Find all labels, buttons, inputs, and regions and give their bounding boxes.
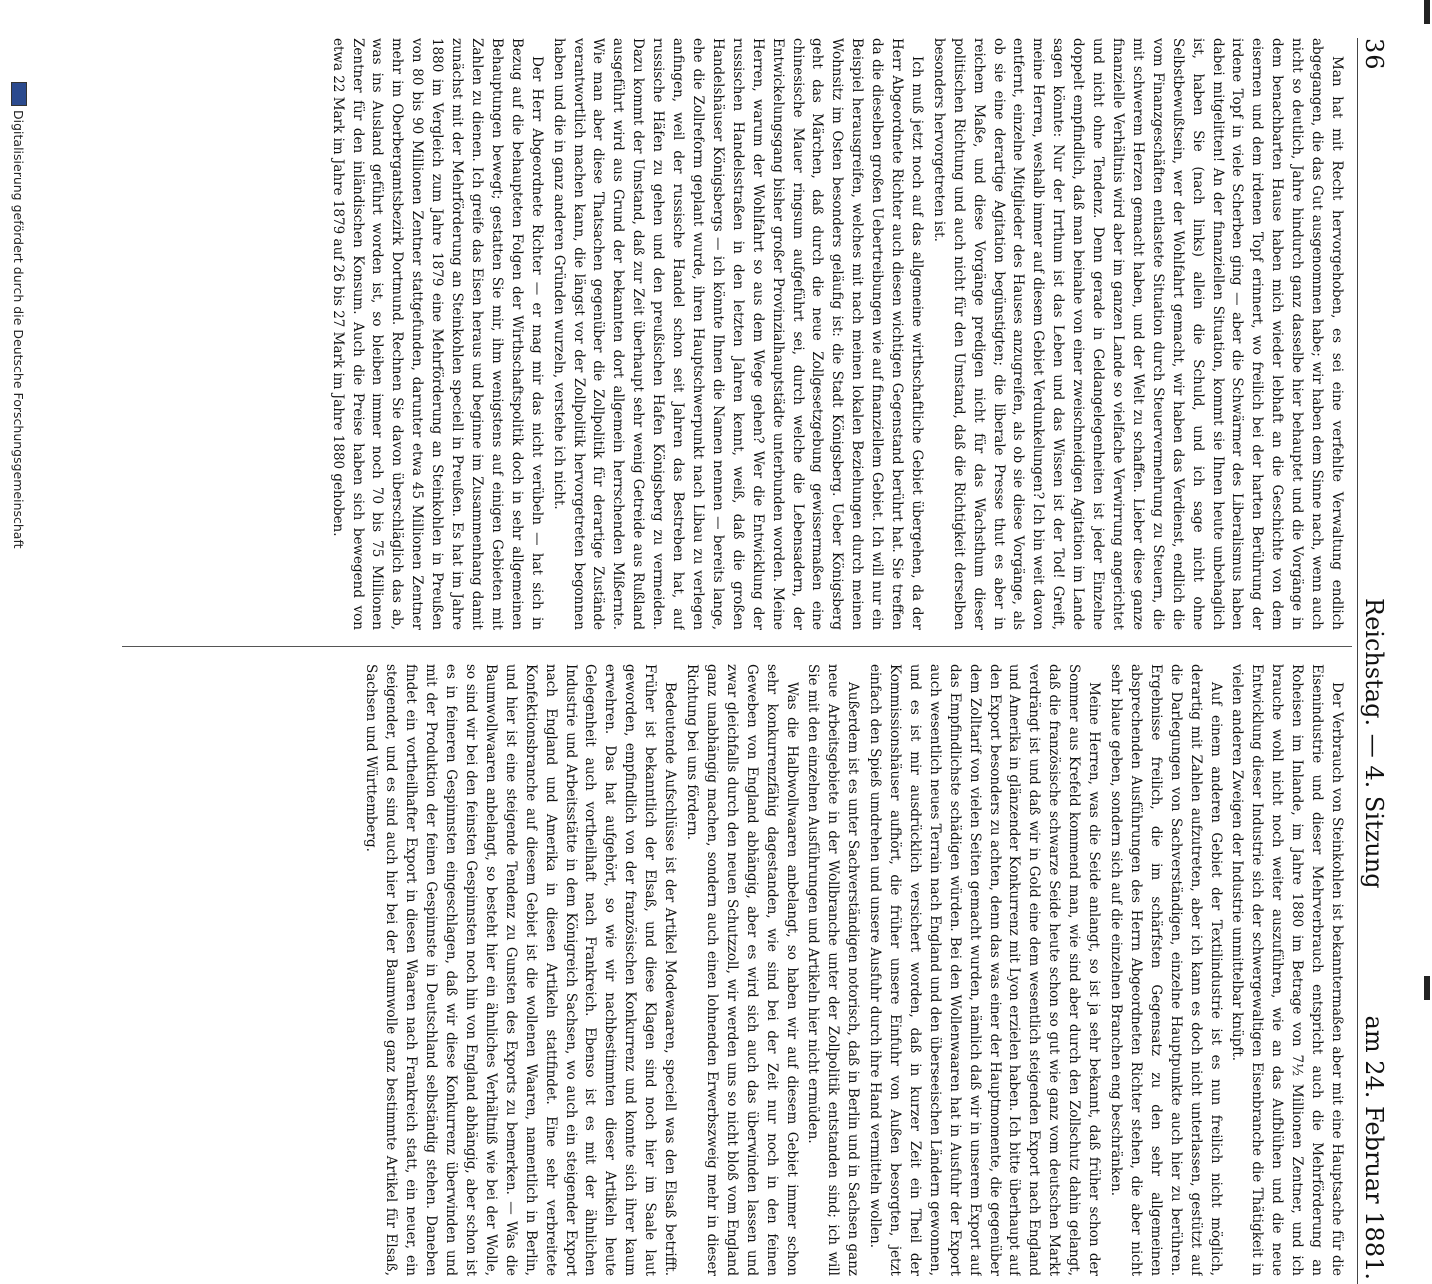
running-header <box>1357 38 1392 1284</box>
column-divider <box>122 646 1352 647</box>
paragraph: Meine Herren, was die Seide anlangt, so ist ja sehr bekannt, daß früher schon der Sommer aus Krefeld kommend man, wie sind aber durch den Zollschutz dahin gelangt, daß die französische schwarze Seide heute schon so gut wie ganz vom deutschen Markt verdrängt ist und daß wir in Gold eine dem wesentlich steigenden Export nach England und Amerika in glänzender Konkurrenz mit Lyon erzielen haben. Ich bitte überhaupt auf den Export besonders zu achten, denn das was einer der Hauptmomente, die gegenüber dem Zolltarif von vielen Seiten gemacht wurden, nämlich daß wir in unserem Export auf das Empfindlichste schädigen würden. Bei den Wollenwaaren hat in Ausfuhr der Export auch wesentlich neues Terrain nach England und den überseeischen Ländern gewonnen, und es ist mir ausdrücklich versichert worden, daß in kurzer Zeit ein Theil der Kommissionshäuser aufhört, die früher unsere Einfuhr von Außen besorgten, jetzt einfach den Spieß umdrehen und unsere Ausfuhr durch ihre Hand vermitteln wollen. <box>867 664 1103 1276</box>
paragraph: Ich muß jetzt noch auf das allgemeine wirthschaftliche Gebiet übergehen, da der Herr Abgeordnete Richter auch diesen wichtigen Gegenstand berührt hat. Sie treffen da die dieselben großen Uebertreibungen wie auf finanziellem Gebiet. Ich will nur ein Beispiel herausgreifen, welches mit nach meinen lokalen Beziehungen durch meinen Wohnsitz im Osten besonders geläufig ist: die Stadt Königsberg. Ueber Königsberg geht das Märchen, daß durch die neue Zollgesetzgebung gewissermaßen eine chinesische Mauer ringsum aufgeführt sei, durch welche die Lebensadern, der Entwickelungsgang bisher großer Provinzialhauptstädte unterbunden worden. Meine Herren, warum der Wohlfahrt so aus dem Wege gehen? Wer die Entwicklung der russischen Handelsstraßen in den letzten Jahren kennt, weiß, daß die großen Handelshäuser Königsbergs — ich könnte Ihnen die Namen nennen — bereits lange, ehe die Zollreform geplant wurde, ihren Hauptschwerpunkt nach Libau zu verlegen anfingen, weil der russische Handel schon seit Jahren das Bestreben hat, auf russische Häfen zu gehen und den preußischen Hafen Königsberg zu vermeiden. Dazu kommt der Umstand, daß zur Zeit überhaupt sehr wenig Getreide aus Rußland ausgeführt wird aus Grund der bekannten dort allgemein herrschenden Mißernte. Wie man aber diese Thatsachen gegenüber die Zollpolitik für derartige Zustände verantwortlich machen kann, die längst vor der Zollpolitik hervorgetreten begonnen haben und die in ganz anderen Gründen wurzeln, verstehe ich nicht. <box>550 38 925 630</box>
dfg-logo-icon <box>11 82 27 106</box>
scan-edge-mark <box>1424 0 1430 24</box>
text-column-right <box>106 664 1346 1276</box>
paragraph: Bedeutende Aufschlüsse ist der Artikel Modewaaren, speciell was den Elsaß betrifft. Früher ist bekanntlich der Elsaß, und diese Klagen sind noch hier im Saale laut geworden, empfindlich von der französischen Konkurrenz und konnte sich ihrer kaum erwehren. Das hat aufgehört, so wie wir nachbestimmten dieser Artikeln heute Gelegenheit auch vortheilhaft nach Frankreich. Ebenso ist es mit der ähnlichen Industrie und Arbeitsstätte in dem Königreich Sachsen, wo auch ein steigender Export nach England und Amerika in diesen Artikeln stattfindet. Eine sehr verbreitete Konfektionsbranche auf diesem Gebiet ist die wollenen Waaren, namentlich in Berlin, und hier ist eine steigende Tendenz zu Gunsten des Exports zu bemerken. — Was die Baumwollwaaren anbelangt, so besteht hier ein ähnliches Verhältniß wie bei der Wolle, so sind wir bei den feinsten Gespinnsten noch hin von England abhängig, aber schon ist es in feineren Gespinnsten eingeschlagen, daß wir diese Konkurrenz überwinden und mit der Produktion der feinen Gespinnste in Deutschland selbständig stehen. Daneben findet ein vortheilhafter Export in diesen Waaren nach Frankreich statt, ein neuer, ein steigender, und es sind auch hier bei der Baumwolle ganz bestimmte Artikel für Elsaß, Sachsen und Württemberg. <box>363 664 679 1276</box>
paragraph: Auf einem anderen Gebiet der Textilindustrie ist es nun freilich nicht möglich, derartig mit Zahlen aufzutreten, aber ich kann es doch nicht unterlassen, gestützt auf die Darlegungen von Sachverständigen, einzelne Hauptpunkte auch hier zu berühren. Ergebnisse freilich, die im schärfsten Gegensatz zu den sehr allgemeinen absprechenden Ausführungen des Herrn Abgeordneten Richter stehen, die aber nicht sehr blaue geben, sondern sich auf die einzelnen Branchen eng beschränken. <box>1108 664 1224 1276</box>
running-date: am 24. Februar 1881. <box>1360 1015 1388 1280</box>
running-title: Reichstag. — 4. Sitzung <box>1360 598 1388 889</box>
text-column-left <box>96 38 1346 630</box>
paragraph: Was die Halbwollwaaren anbelangt, so haben wir auf diesem Gebiet immer schon sehr konkurrenzfähig dagestanden, wie sind bei der Zeit nur noch in den feinen Geweben von England abhängig, aber es wird sich auch das überwinden lassen und zwar gleichfalls durch den neuen Schutzzoll, wir werden uns so nicht bloß vom England ganz unabhängig machen, sondern auch einen lohnenden Erwerbszweig mehr in dieser Richtung bei uns fördern. <box>684 664 800 1276</box>
paragraph: Außerdem ist es unter Sachverständigen notorisch, daß in Berlin und in Sachsen ganz neue Arbeitsgebiete in der Wollbranche unter der Zollpolitik entstanden sind; ich will Sie mit den einzelnen Ausführungen und Artikeln hier nicht ermüden. <box>805 664 862 1276</box>
paragraph: Der Herr Abgeordnete Richter — er mag mir das nicht verübeln — hat sich in Bezug auf die behaupteten Folgen der Wirthschaftspolitik doch in sehr allgemeinen Behauptungen bewegt; gestatten Sie mir, ihm wenigstens auf einigen Gebieten mit Zahlen zu dienen. Ich greife das Eisen heraus und beginne im Zusammenhang damit zunächst mit der Mehrförderung an Steinkohlen speciell in Preußen. Es hat im Jahre 1880 im Vergleich zum Jahre 1879 eine Mehrförderung an Steinkohlen in Preußen von 80 bis 90 Millionen Zentner stattgefunden, darunter etwa 45 Millionen Zentner mehr im Oberbergamtsbezirk Dortmund. Rechnen Sie davon überschläglich das ab, was ins Ausland geführt worden ist, so bleiben immer noch 70 bis 75 Millionen Zentner für den inländischen Konsum. Auch die Preise haben sich bewegend von etwa 22 Mark im Jahre 1879 auf 26 bis 27 Mark im Jahre 1880 gehoben. <box>329 38 545 630</box>
paragraph: Man hat mit Recht hervorgehoben, es sei eine verfehlte Verwaltung endlich abgegangen, die das Gut ausgenommen habe; wir haben dem Sinne nach, wenn auch nicht so deutlich, Jahre hindurch ganz dasselbe hier behauptet und die Vorgänge in dem benachbarten Hause haben mich wieder lebhaft an die Geschichte von dem eisernen und dem irdenen Topf erinnert, wo freilich bei der harten Berührung der irdene Topf in viele Scherben ging — aber die Schwärmer des Liberalismus haben dabei mitgelitten! An der finanziellen Situation, kommt sie Ihnen heute unbehaglich ist, haben Sie (nach links) allein die Schuld, und ich sage nicht ohne Selbstbewußtsein, wer der Wohlfahrt gemacht, wir haben das Verdienst, endlich die vom Finanzgeschäften entlastete Situation durch Steuervermehrung zu Steuern, die mit schwerem Herzen gemacht haben, und der Welt zu schaffen. Lieber diese ganze finanzielle Verhältnis wird aber im ganzen Lande so vielfache Verwirrung angerichtet und nicht ohne Tendenz. Denn gerade in Geldangelegenheiten ist jeder Einzelne doppelt empfindlich, daß man beinahe von einer zweischneidigen Agitation im Lande sagen könnte: Nur der Irrthum ist das Leben und das Wissen ist der Tod! Greift, meine Herren, weshalb immer auf diesem Gebiet Verdunkelungen? Ich bin weit davon entfernt, einzelne Mitglieder des Hauses anzugreifen, als ob sie diese Vorgänge, als ob sie eine derartige Agitation begünstigten; die liberale Presse thut es aber in reichem Maße, und diese Vorgänge predigen nicht für das Wachsthum dieser politischen Richtung und auch nicht für den Umstand, daß die Richtigkeit derselben besonders hervorgetreten ist. <box>930 38 1345 630</box>
digitization-credit: Digitalisierung gefördert durch die Deutsche Forschungsgemeinschaft <box>11 110 26 549</box>
page-number: 36 <box>1360 38 1388 71</box>
paragraph: Der Verbrauch von Steinkohlen ist bekanntermaßen aber mit eine Hauptsache für die Eisenindustrie und dieser Mehrverbrauch entspricht auch die Mehrförderung an Roheisen im Inlande, im Jahre 1880 im Betrage von 7½ Millionen Zentner, und ich brauche wohl nicht noch weiter auszuführen, wie an das Aufblühen und die neue Entwicklung dieser Industrie sich der schwergewaltigen Eisenbranche die Thätigkeit in vielen anderen Zweigen der Industrie unmittelbar knüpft. <box>1229 664 1345 1276</box>
scan-edge-mark <box>1424 976 1430 1000</box>
